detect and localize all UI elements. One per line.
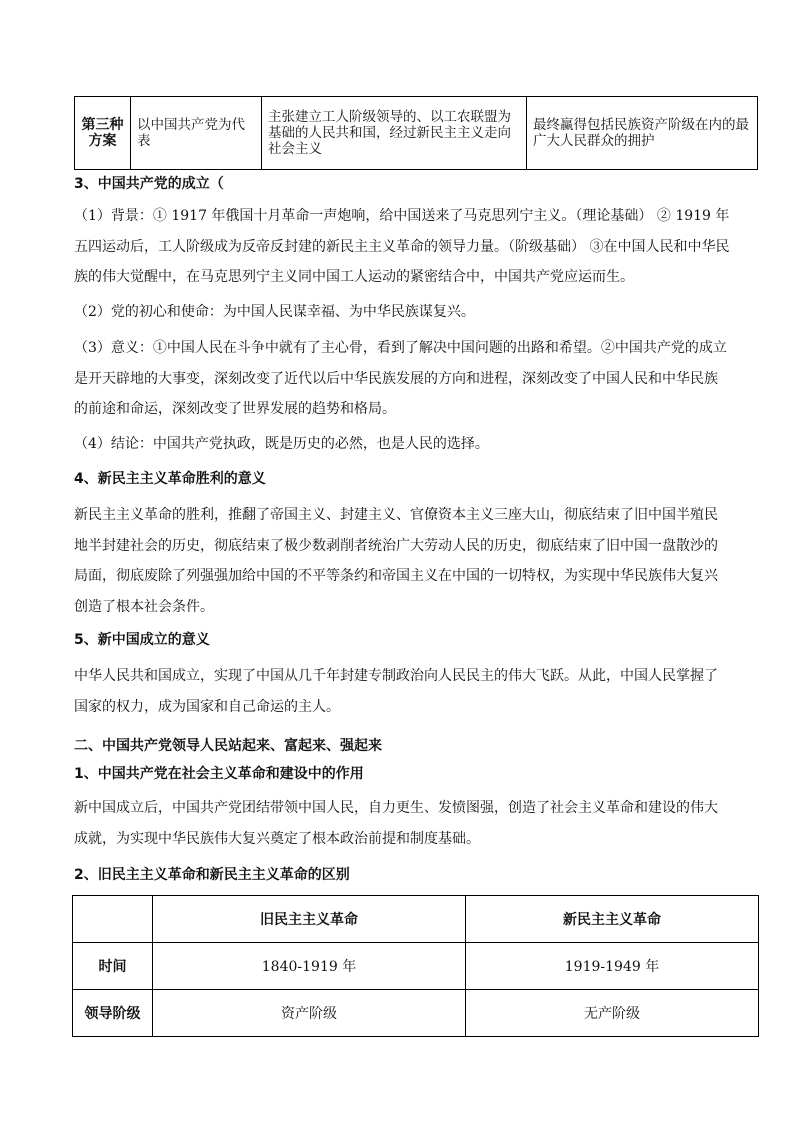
table-row: [73, 990, 759, 1037]
table-cell: 最终赢得包括民族资产阶级在内的最广大人民群众的拥护: [527, 97, 758, 170]
row-label: 时间: [73, 943, 153, 990]
comparison-table: [72, 895, 759, 1037]
table-row: [75, 97, 758, 170]
table-cell: 以中国共产党为代表: [131, 97, 262, 170]
table-cell: 1840-1919 年: [153, 943, 466, 990]
header-cell: 旧民主主义革命: [153, 896, 466, 943]
row-header: 第三种方案: [75, 97, 131, 170]
section-heading-2-2: 2、旧民主主义革命和新民主主义革命的区别: [74, 867, 350, 883]
table-header-row: [73, 896, 759, 943]
paragraph-revolution-victory: 新民主主义革命的胜利，推翻了帝国主义、封建主义、官僚资本主义三座大山，彻底结束了旧中国半殖民地半封建社会的历史，彻底结束了极少数剥削者统治广大劳动人民的历史，彻底结束了旧中国一盘散沙的局面，彻底废除了列强强加给中国的不平等条约和帝国主义在中国的一切特权，为实现中华民族伟大复兴创造了根本社会条件。: [74, 507, 718, 615]
part-two-heading: 二、中国共产党领导人民站起来、富起来、强起来: [74, 738, 382, 754]
paragraph-conclusion: （4）结论：中国共产党执政，既是历史的必然，也是人民的选择。: [74, 436, 489, 452]
top-table: [74, 96, 758, 170]
paragraph-mission: （2）党的初心和使命：为中国人民谋幸福、为中华民族谋复兴。: [74, 304, 475, 320]
table-cell: 1919-1949 年: [466, 943, 759, 990]
paragraph-significance: （3）意义：①中国人民在斗争中就有了主心骨，看到了解决中国问题的出路和希望。②中国共产党的成立是开天辟地的大事变，深刻改变了近代以后中华民族发展的方向和进程，深刻改变了中国人民和中华民族的前途和命运，深刻改变了世界发展的趋势和格局。: [74, 340, 727, 417]
section-heading-3: 3、中国共产党的成立（: [74, 176, 224, 192]
header-cell: [73, 896, 153, 943]
table-cell: 主张建立工人阶级领导的、以工农联盟为基础的人民共和国，经过新民主主义走向社会主义: [262, 97, 527, 170]
table-cell: 无产阶级: [466, 990, 759, 1037]
header-cell: 新民主主义革命: [466, 896, 759, 943]
table-row: [73, 943, 759, 990]
paragraph-socialist-construction: 新中国成立后，中国共产党团结带领中国人民，自力更生、发愤图强，创造了社会主义革命和建设的伟大成就，为实现中华民族伟大复兴奠定了根本政治前提和制度基础。: [74, 800, 718, 847]
paragraph-background: （1）背景：① 1917 年俄国十月革命一声炮响，给中国送来了马克思列宁主义。（理论基础） ② 1919 年五四运动后，工人阶级成为反帝反封建的新民主主义革命的领导力量。（阶级基础） ③在中国人民和中华民族的伟大觉醒中，在马克思列宁主义同中国工人运动的紧密结合中，中国共产党应运而生。: [74, 208, 730, 285]
section-heading-2-1: 1、中国共产党在社会主义革命和建设中的作用: [74, 766, 364, 782]
section-heading-4: 4、新民主主义革命胜利的意义: [74, 471, 266, 487]
section-heading-5: 5、新中国成立的意义: [74, 632, 210, 648]
table-cell: 资产阶级: [153, 990, 466, 1037]
paragraph-new-china: 中华人民共和国成立，实现了中国从几千年封建专制政治向人民民主的伟大飞跃。从此，中国人民掌握了国家的权力，成为国家和自己命运的主人。: [74, 668, 718, 715]
row-label: 领导阶级: [73, 990, 153, 1037]
